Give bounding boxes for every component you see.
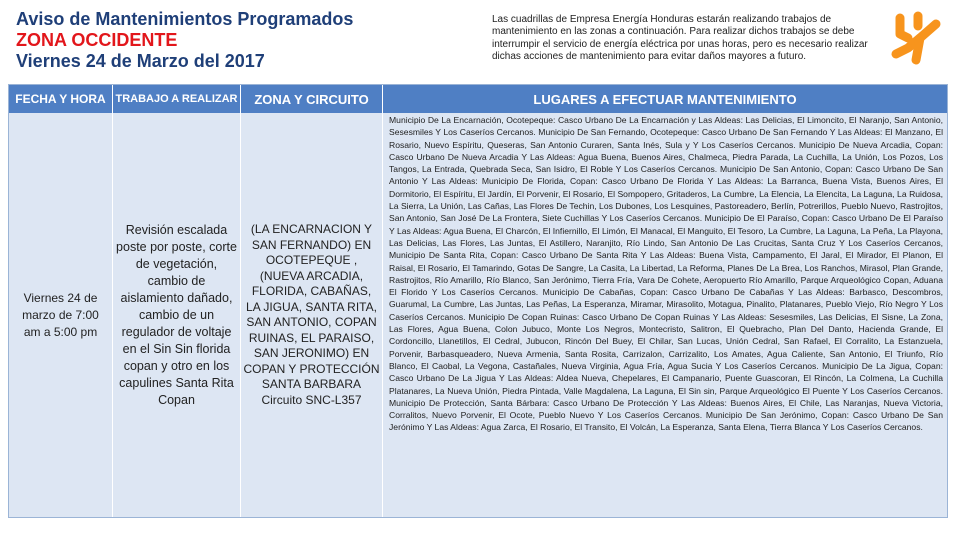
notice-text: Las cuadrillas de Empresa Energía Honduras estarán realizando trabajos de mantenimiento en las zonas a continuación. Para realizar dichos trabajos se debe interrumpir el servicio de energía eléctrica por unas horas, pero es necesario realizar dichas acciones de mantenimiento para evitar daños mayores a futuro. (492, 14, 868, 63)
title-block (16, 9, 353, 72)
header-fecha: FECHA Y HORA (9, 85, 113, 113)
header (0, 0, 960, 84)
zone-list: (LA ENCARNACION Y SAN FERNANDO) EN OCOTEPEQUE , (NUEVA ARCADIA, FLORIDA, CABAÑAS, LA JIGUA, SANTA RITA, SAN ANTONIO, COPAN RUINAS, EL PARAISO, SAN JERONIMO) EN COPAN Y PROTECCIÓN SANTA BARBARA (243, 222, 380, 391)
cell-trabajo: Revisión escalada poste por poste, corte de vegetación, cambio de aislamiento dañado, cambio de un regulador de voltaje en el Sin Sin florida copan y otro en los capulines Santa Rita Copan (113, 113, 241, 517)
header-lugares: LUGARES A EFECTUAR MANTENIMIENTO (533, 91, 797, 107)
table-header (9, 85, 947, 113)
cell-zona (241, 113, 383, 517)
table-row (9, 113, 947, 517)
cell-lugares: Municipio De La Encarnación, Ocotepeque: Casco Urbano De La Encarnación y Las Aldeas: Las Delicias, El Limoncito, El Naranjo, San Antonio, Sesesmiles Y Los Caseríos Cercanos. Municipio De San Fernando, Ocotepeque: Casco Urbano De San Fernando Y Las Aldeas: El Manzano, El Rosario, Nuevo Espíritu, Queseras, San Antonio Curaren, Santa Inés, Sula y Y Los Caseríos Cercanos. Municipio De Nueva Arcadia, Copan: Casco Urbano De Nueva Arcadia Y Las Aldeas: Agua Buena, Buenos Aires, Chalmeca, Piedra Parada, La Cuchilla, La Unión, Los Pozos, Los Tangos, La Entrada, Quebrada Seca, San Isidro, El Roble Y Los Caseríos Cercanos. Municipio De San Antonio, Copan: Casco Urbano De San Antonio Y Las Aldeas: Municipio De Florida, Copan: Casco Urbano De Florida Y Las Aldeas: La Barranca, Buena Vista, Buenos Aires, El Dormitorio, El Espíritu, El Jardín, El Porvenir, El Rosario, El Sompopero, Gritaderos, La Cumbre, La Elencia, La Elencita, La Laguna, La Ruidosa, La Sierra, La Unión, Las Cañas, Las Flores De Techin, Los Dubones, Los Lesquines, Pastoreadero, Berlín, Potrerillos, Pueblo Nuevo, Rastrojitos, San Antonio, San José De La Frontera, Siete Cuchillas Y Los Caseríos Cercanos. Municipio De El Paraíso, Copan: Casco Urbano De El Paraíso Y Las Aldeas: Agua Buena, El Charcón, El Infiernillo, El Limón, El Manacal, El Manguito, El Tesoro, La Cumbre, La Laguna, La Peña, La Playona, Las Delicias, Las Flores, Las Juntas, El Astillero, Naranjito, Río Lindo, San Antonio De Las Crucitas, Santa Cruz Y Los Caseríos Cercanos, Municipio De Santa Rita, Copan: Casco Urbano De Santa Rita Y Las Aldeas: Buena Vista, Campamento, El Jaral, El Mirador, El Planon, El Raisal, El Rosario, El Tamarindo, Gotas De Sangre, La Casita, La Libertad, La Reforma, Planes De La Brea, Los Ranchos, Mirasol, Plan Grande, Rastrojitos, Río Amarillo, Río Blanco, San Jerónimo, Tierra Fría, Vara De Cohete, Aeropuerto Río Amarillo, Parque Arqueológico Copan, Aduana El Florido Y Los Caseríos Cercanos. Municipio De Cabañas, Copan: Casco Urbano De Cabañas Y Las Aldeas: Barbasco, Descombros, Guarumal, La Cumbre, Las Juntas, Las Peñas, La Esperanza, Miramar, Mirasolito, Motagua, Pinalito, Platanares, Pueblo Viejo, Río Negro Y Los Caseríos Cercanos. Municipio De Copan Ruinas: Casco Urbano De Copan Ruinas Y Las Aldeas: Sesesmiles, Las Delicias, El Sisne, La Zona, Las Flores, Agua Buena, Colon Jubuco, Monte Los Negros, Montecristo, Salitron, El Quebracho, Plan Del Danto, Hacienda Grande, El Cordoncillo, Llanetillos, El Cedral, Jubucon, Rincón Del Buey, El Chilar, San Lucas, Unión Cedral, San Rafael, El Corralito, La Estanzuela, Porvenir, Barbasqueadero, Nueva Armenia, Santa Rosita, Carrizalon, Carrizalito, Los Amates, Agua Caliente, San Antonio, El Triunfo, Río Blanco, El Caobal, La Vegona, Castañales, Nueva Virginia, Agua Fría, Agua Sucia Y Los Caseríos Cercanos. Municipio De La Jigua, Copan: Casco Urbano De La Jigua Y Las Aldeas: Aldea Nueva, Chepelares, El Campanario, Puente Guascoran, El Rincón, La Colmena, La Cuchilla Platanares, La Nueva Unión, Piedra Pintada, Valle Magdalena, La Laguna, El Sin sin, Parque Arqueológico El Puente Y Los Caseríos Cercanos. Municipio De Protección, Santa Bárbara: Casco Urbano De Protección Y Las Aldeas: Buenos Aires, El Chile, Las Naranjas, Nueva Victoria, Corralitos, Nuevo Porvenir, El Ocote, Pueblo Nuevo Y Los Caseríos Cercanos. Municipio De San Jerónimo, Copan: Casco Urbano De San Jerónimo Y Las Aldeas: Agua Zarca, El Rosario, El Transito, El Volcán, La Esperanza, Santa Elena, Tierra Blanca Y Los Caseríos Cercanos. (389, 115, 943, 433)
header-zona: ZONA Y CIRCUITO (241, 85, 383, 113)
notice-title: Aviso de Mantenimientos Programados (16, 9, 354, 29)
eeh-logo-icon (886, 10, 946, 68)
maintenance-table (8, 84, 948, 518)
date-title: Viernes 24 de Marzo del 2017 (16, 51, 265, 71)
circuit-label: Circuito SNC-L357 (261, 392, 362, 407)
zone-title: ZONA OCCIDENTE (16, 30, 178, 50)
header-trabajo: TRABAJO A REALIZAR (113, 85, 241, 113)
cell-fecha: Viernes 24 de marzo de 7:00 am a 5:00 pm (9, 113, 113, 517)
